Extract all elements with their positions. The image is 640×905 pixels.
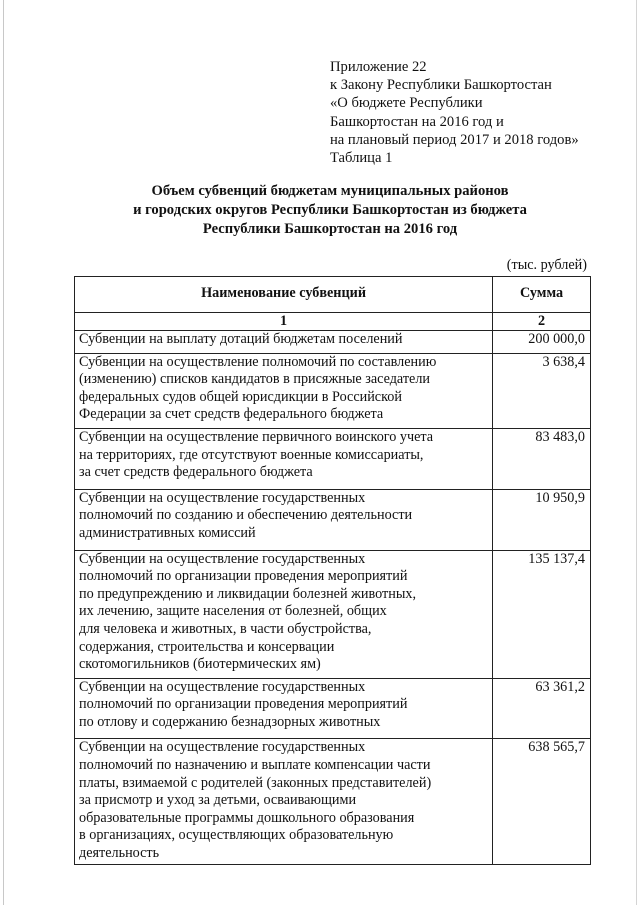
appendix-line: на плановый период 2017 и 2018 годов»	[330, 131, 579, 148]
row-sum: 10 950,9	[493, 489, 591, 550]
units-label: (тыс. рублей)	[506, 257, 587, 273]
table-row	[75, 489, 591, 550]
row-name-line: за счет средств федерального бюджета	[79, 464, 313, 481]
row-name-line: (изменению) списков кандидатов в присяжные заседатели	[79, 371, 431, 388]
row-name-line: для человека и животных, в части обустройства,	[79, 620, 372, 637]
row-sum: 638 565,7	[493, 739, 591, 864]
appendix-line: Башкортостан на 2016 год и	[330, 113, 504, 130]
row-name-line: деятельность	[79, 845, 160, 862]
row-name	[75, 489, 493, 550]
appendix-line: к Закону Республики Башкортостан	[330, 77, 552, 94]
table-row	[75, 739, 591, 864]
row-name	[75, 739, 493, 864]
row-name-line: Субвенции на осуществление государственных	[79, 678, 366, 695]
row-name-line: Субвенции на осуществление государственных	[79, 489, 366, 506]
row-name-line: платы, взимаемой с родителей (законных представителей)	[79, 774, 432, 791]
row-name-line: Субвенции на выплату дотаций бюджетам поселений	[79, 331, 403, 347]
row-name	[75, 550, 493, 678]
row-sum: 83 483,0	[493, 428, 591, 489]
row-name-line: полномочий по созданию и обеспечению деятельности	[79, 507, 413, 524]
scan-edge-right	[636, 0, 637, 905]
row-name	[75, 678, 493, 739]
appendix-block	[330, 58, 579, 167]
appendix-line: Приложение 22	[330, 59, 427, 75]
row-name-line: Субвенции на осуществление государственных	[79, 739, 366, 756]
table-row	[75, 550, 591, 678]
row-name-line: полномочий по назначению и выплате компенсации части	[79, 757, 431, 774]
row-name-line: по предупреждению и ликвидации болезней животных,	[79, 585, 416, 602]
scan-edge-left	[3, 0, 4, 905]
row-sum: 63 361,2	[493, 678, 591, 739]
column-number: 2	[493, 313, 591, 331]
row-name	[75, 331, 493, 354]
row-name-line: в организациях, осуществляющих образовательную	[79, 827, 394, 844]
row-name	[75, 428, 493, 489]
row-sum: 3 638,4	[493, 353, 591, 428]
row-name-line: скотомогильников (биотермических ям)	[79, 656, 321, 673]
row-name-line: образовательные программы дошкольного образования	[79, 809, 415, 826]
appendix-line: Таблица 1	[330, 150, 393, 167]
table-row	[75, 353, 591, 428]
table-row	[75, 678, 591, 739]
row-name-line: на территориях, где отсутствуют военные комиссариаты,	[79, 446, 424, 463]
row-name-line: полномочий по организации проведения мероприятий	[79, 568, 408, 585]
row-sum: 135 137,4	[493, 550, 591, 678]
column-number: 1	[75, 313, 493, 331]
title-line: и городских округов Республики Башкортостан из бюджета	[133, 202, 527, 218]
row-sum: 200 000,0	[493, 331, 591, 354]
column-number-row	[75, 313, 591, 331]
row-name-line: полномочий по организации проведения мероприятий	[79, 696, 408, 713]
row-name-line: административных комиссий	[79, 524, 256, 541]
appendix-line: «О бюджете Республики	[330, 95, 483, 112]
title-line: Республики Башкортостан на 2016 год	[202, 221, 458, 237]
table-row	[75, 428, 591, 489]
table-row	[75, 331, 591, 354]
row-name-line: федеральных судов общей юрисдикции в Российской	[79, 388, 402, 405]
header-name: Наименование субвенций	[75, 277, 493, 313]
row-name-line: их лечению, защите населения от болезней, общих	[79, 603, 387, 620]
table-header-row	[75, 277, 591, 313]
document-title	[0, 182, 640, 239]
row-name-line: Федерации за счет средств федерального бюджета	[79, 406, 384, 423]
row-name-line: за присмотр и уход за детьми, осваивающими	[79, 792, 357, 809]
row-name	[75, 353, 493, 428]
row-name-line: по отлову и содержанию безнадзорных животных	[79, 713, 381, 730]
title-line: Объем субвенций бюджетам муниципальных районов	[151, 183, 509, 199]
row-name-line: Субвенции на осуществление полномочий по составлению	[79, 353, 437, 370]
row-name-line: Субвенции на осуществление первичного воинского учета	[79, 428, 434, 445]
header-sum: Сумма	[493, 277, 591, 313]
row-name-line: Субвенции на осуществление государственных	[79, 550, 366, 567]
subventions-table	[74, 276, 591, 865]
row-name-line: содержания, строительства и консервации	[79, 638, 335, 655]
